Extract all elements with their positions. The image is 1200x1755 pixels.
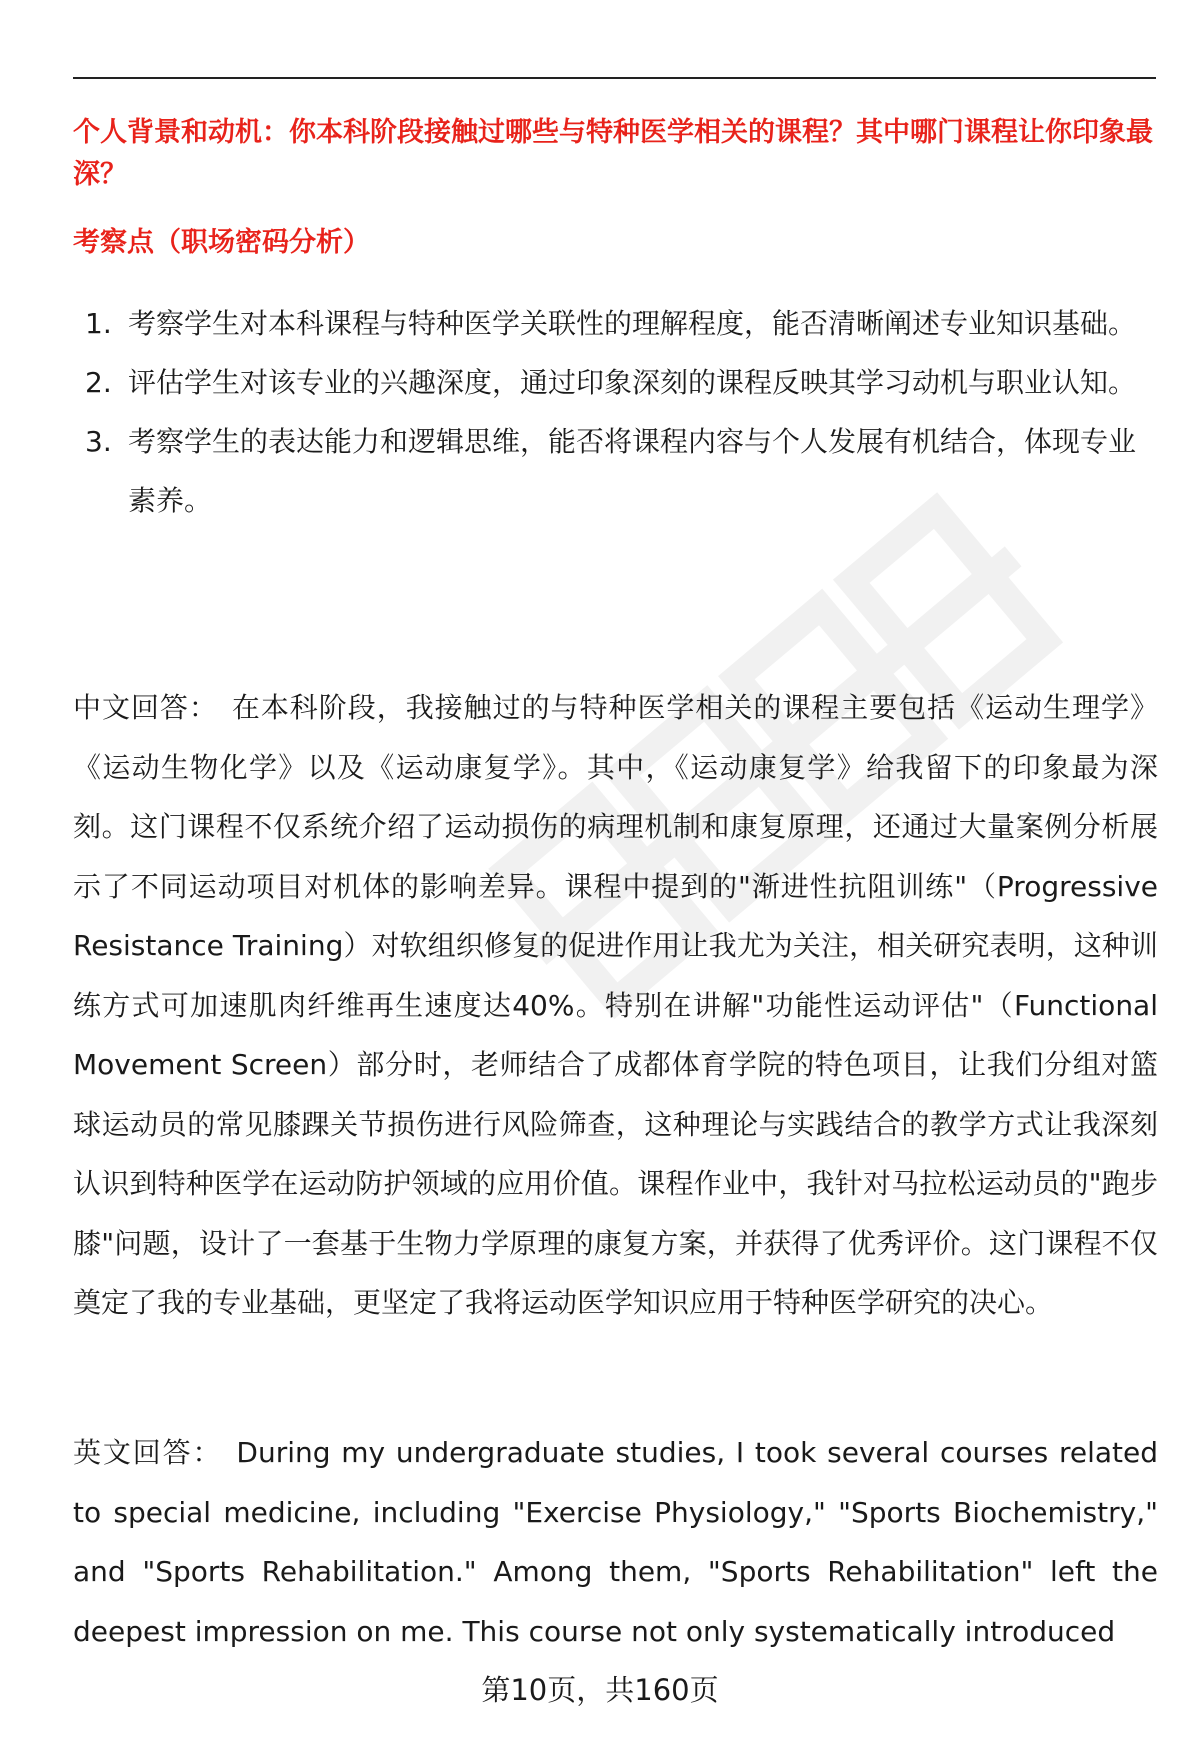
list-item-text: 评估学生对该专业的兴趣深度，通过印象深刻的课程反映其学习动机与职业认知。 bbox=[128, 366, 1137, 399]
english-answer-label: 英文回答： bbox=[73, 1436, 223, 1469]
list-item-text: 考察学生对本科课程与特种医学关联性的理解程度，能否清晰阐述专业知识基础。 bbox=[128, 307, 1137, 340]
chinese-answer-label: 中文回答： bbox=[73, 691, 218, 724]
question-heading: 个人背景和动机：你本科阶段接触过哪些与特种医学相关的课程？其中哪门课程让你印象最深？ bbox=[73, 117, 1153, 190]
chinese-answer bbox=[73, 678, 1158, 1333]
list-item-number: 1. bbox=[85, 307, 112, 340]
list-item bbox=[73, 353, 1153, 412]
english-answer-text: During my undergraduate studies, I took several courses related to special medicine, including "Exercise Physiology," "Sports Biochemistry," and "Sports Rehabilitation." Among them, "Sports Rehabilitation" left the deepest impression on me. This course not only systematically introduced bbox=[73, 1436, 1158, 1648]
english-answer bbox=[73, 1423, 1158, 1661]
chinese-answer-text: 在本科阶段，我接触过的与特种医学相关的课程主要包括《运动生理学》《运动生物化学》以及《运动康复学》。其中，《运动康复学》给我留下的印象最为深刻。这门课程不仅系统介绍了运动损伤的病理机制和康复原理，还通过大量案例分析展示了不同运动项目对机体的影响差异。课程中提到的"渐进性抗阻训练"（Progressive Resistance Training）对软组织修复的促进作用让我尤为关注，相关研究表明，这种训练方式可加速肌肉纤维再生速度达40%。特别在讲解"功能性运动评估"（Functional Movement Screen）部分时，老师结合了成都体育学院的特色项目，让我们分组对篮球运动员的常见膝踝关节损伤进行风险筛查，这种理论与实践结合的教学方式让我深刻认识到特种医学在运动防护领域的应用价值。课程作业中，我针对马拉松运动员的"跑步膝"问题，设计了一套基于生物力学原理的康复方案，并获得了优秀评价。这门课程不仅奠定了我的专业基础，更坚定了我将运动医学知识应用于特种医学研究的决心。 bbox=[73, 691, 1158, 1319]
top-divider bbox=[73, 77, 1156, 79]
list-item bbox=[73, 412, 1153, 530]
assessment-points-list bbox=[73, 294, 1153, 530]
list-item-number: 3. bbox=[85, 425, 112, 458]
list-item bbox=[73, 294, 1153, 353]
assessment-points-heading: 考察点（职场密码分析） bbox=[73, 227, 370, 258]
list-item-text: 考察学生的表达能力和逻辑思维，能否将课程内容与个人发展有机结合，体现专业素养。 bbox=[128, 425, 1137, 517]
list-item-number: 2. bbox=[85, 366, 112, 399]
page-number: 第10页，共160页 bbox=[481, 1673, 719, 1707]
